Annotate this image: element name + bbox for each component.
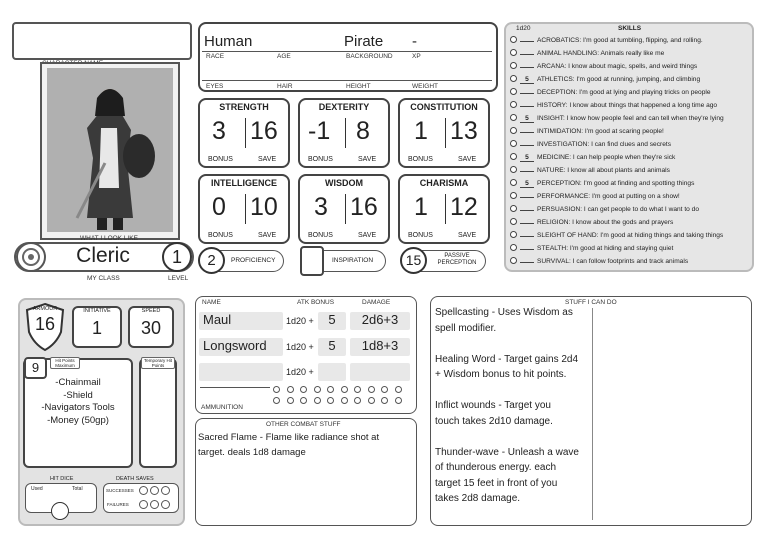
stat-title: INTELLIGENCE bbox=[210, 178, 277, 188]
failure-checkbox[interactable] bbox=[150, 500, 159, 509]
stat-divider bbox=[345, 194, 346, 224]
inspiration-label: INSPIRATION bbox=[332, 257, 374, 264]
skill-label: PERSUASION: I can get people to do what I want to do bbox=[537, 206, 700, 213]
passive-perception-label bbox=[430, 253, 484, 267]
proficiency-bubble[interactable] bbox=[510, 101, 517, 108]
ammo-line bbox=[200, 387, 270, 388]
skill-row[interactable] bbox=[510, 257, 688, 267]
armour-label: ARMOUR bbox=[32, 306, 58, 312]
skill-label: DECEPTION: I'm good at lying and playing tricks on people bbox=[537, 89, 711, 96]
stuff-line bbox=[435, 429, 591, 445]
stuff-column-divider bbox=[592, 308, 593, 520]
skill-value[interactable] bbox=[520, 41, 534, 42]
stat-title: CHARISMA bbox=[419, 178, 469, 188]
proficiency-bubble[interactable] bbox=[510, 140, 517, 147]
proficiency-bubble[interactable] bbox=[510, 114, 517, 121]
background-label: BACKGROUND bbox=[346, 53, 393, 60]
initiative-label: INITIATIVE bbox=[83, 308, 111, 314]
stat-title: STRENGTH bbox=[219, 102, 269, 112]
equipment-item: -Money (50gp) bbox=[47, 414, 109, 426]
class-value: Cleric bbox=[76, 244, 130, 267]
skill-row[interactable] bbox=[510, 166, 670, 176]
stat-bonus: 3 bbox=[314, 193, 328, 221]
skill-value[interactable]: 5 bbox=[520, 115, 534, 123]
stat-divider bbox=[445, 118, 446, 148]
ammo-bubble[interactable] bbox=[354, 397, 361, 404]
weapon-name: Longsword bbox=[203, 338, 267, 353]
height-label: HEIGHT bbox=[346, 83, 371, 90]
ammunition-label: AMMUNITION bbox=[201, 404, 243, 411]
background-value: Pirate bbox=[344, 33, 384, 50]
ammo-bubble[interactable] bbox=[327, 386, 334, 393]
skill-row[interactable] bbox=[510, 244, 673, 254]
hit-dice-used-label: Used bbox=[31, 486, 43, 492]
proficiency-bubble[interactable] bbox=[510, 218, 517, 225]
proficiency-bubble[interactable] bbox=[510, 88, 517, 95]
weapon-name-field[interactable] bbox=[199, 363, 283, 381]
skill-label: PERCEPTION: I'm good at finding and spotting things bbox=[537, 180, 695, 187]
eyes-label: EYES bbox=[206, 83, 224, 90]
skill-label: ARCANA: I know about magic, spells, and weird things bbox=[537, 63, 698, 70]
proficiency-bubble[interactable] bbox=[510, 257, 517, 264]
failure-checkbox[interactable] bbox=[139, 500, 148, 509]
stuff-line: of thunderous energy. each bbox=[435, 462, 557, 473]
hp-max-value[interactable]: 9 bbox=[24, 357, 47, 379]
success-checkbox[interactable] bbox=[150, 486, 159, 495]
stat-charisma[interactable] bbox=[398, 174, 490, 244]
weapon-damage: 1d8+3 bbox=[361, 338, 399, 353]
stat-save: 16 bbox=[350, 193, 378, 221]
passive-perception-value: 15 bbox=[400, 247, 427, 274]
success-checkbox[interactable] bbox=[139, 486, 148, 495]
stat-bonus: 1 bbox=[414, 117, 428, 145]
stuff-line: target 15 feet in front of you bbox=[435, 477, 558, 489]
stat-divider bbox=[445, 194, 446, 224]
proficiency-bubble[interactable] bbox=[510, 179, 517, 186]
stuff-text bbox=[435, 305, 591, 507]
stuff-line bbox=[435, 383, 591, 399]
bonus-label: BONUS bbox=[308, 232, 333, 239]
class-label: MY CLASS bbox=[87, 275, 120, 282]
hit-dice-circle[interactable] bbox=[51, 502, 69, 520]
skill-row[interactable] bbox=[510, 88, 711, 98]
xp-value: - bbox=[412, 33, 417, 50]
other-combat-line: Sacred Flame - Flame like radiance shot at bbox=[198, 432, 380, 443]
ammo-bubble[interactable] bbox=[273, 397, 280, 404]
ammo-bubble[interactable] bbox=[273, 386, 280, 393]
weapon-bonus-field[interactable] bbox=[318, 363, 346, 381]
skill-value[interactable]: 5 bbox=[520, 76, 534, 84]
stat-title: WISDOM bbox=[325, 178, 363, 188]
attack-bonus-header: ATK BONUS bbox=[297, 299, 335, 306]
proficiency-bubble[interactable] bbox=[510, 127, 517, 134]
stat-wisdom[interactable] bbox=[298, 174, 390, 244]
attack-damage-header: DAMAGE bbox=[362, 299, 391, 306]
skill-value[interactable] bbox=[520, 262, 534, 263]
ammo-bubble[interactable] bbox=[287, 386, 294, 393]
proficiency-label: PROFICIENCY bbox=[231, 257, 276, 264]
speed-value: 30 bbox=[140, 318, 162, 338]
speed-label: SPEED bbox=[141, 308, 161, 314]
skill-label: SLEIGHT OF HAND: I'm good at hiding things and taking things bbox=[537, 232, 724, 239]
skill-row[interactable] bbox=[510, 231, 723, 241]
skill-label: INTIMIDATION: I'm good at scaring people! bbox=[537, 128, 664, 135]
stat-divider bbox=[345, 118, 346, 148]
weapon-damage: 2d6+3 bbox=[361, 312, 399, 327]
skill-label: ANIMAL HANDLING: Animals really like me bbox=[537, 50, 665, 57]
other-combat-line: target. deals 1d8 damage bbox=[198, 447, 306, 458]
stat-title: DEXTERITY bbox=[318, 102, 370, 112]
stat-save: 10 bbox=[250, 193, 278, 221]
skill-value[interactable] bbox=[520, 132, 534, 133]
failures-label: FAILURES bbox=[107, 502, 129, 507]
initiative-value: 1 bbox=[91, 318, 102, 338]
ammo-bubble[interactable] bbox=[314, 397, 321, 404]
save-label: SAVE bbox=[258, 232, 277, 239]
proficiency-bubble[interactable] bbox=[510, 244, 517, 251]
skill-row[interactable] bbox=[510, 153, 675, 163]
race-value: Human bbox=[204, 33, 253, 50]
info-divider-top bbox=[202, 51, 492, 52]
skill-label: INSIGHT: I know how people feel and can tell when they're lying bbox=[537, 115, 724, 122]
save-label: SAVE bbox=[358, 156, 377, 163]
stat-dexterity[interactable] bbox=[298, 98, 390, 168]
skill-row[interactable] bbox=[510, 75, 700, 85]
skill-row[interactable] bbox=[510, 192, 680, 202]
bonus-label: BONUS bbox=[308, 156, 333, 163]
weapon-name: Maul bbox=[203, 312, 232, 327]
proficiency-value: 2 bbox=[198, 247, 225, 274]
weight-label: WEIGHT bbox=[412, 83, 438, 90]
equipment-list bbox=[23, 377, 133, 427]
stat-constitution[interactable] bbox=[398, 98, 490, 168]
skill-label: PERFORMANCE: I'm good at putting on a show! bbox=[537, 193, 680, 200]
skill-row[interactable] bbox=[510, 179, 694, 189]
proficiency-bubble[interactable] bbox=[510, 192, 517, 199]
proficiency-bubble[interactable] bbox=[510, 153, 517, 160]
skill-value[interactable] bbox=[520, 93, 534, 94]
stuff-line: Healing Word - Target gains 2d4 bbox=[435, 353, 579, 365]
stat-bonus: -1 bbox=[308, 117, 331, 145]
bonus-label: BONUS bbox=[208, 232, 233, 239]
stat-title: CONSTITUTION bbox=[410, 102, 478, 112]
weapon-prefix: 1d20 + bbox=[286, 342, 314, 352]
equipment-item: -Shield bbox=[63, 389, 93, 401]
stuff-line: Spellcasting - Uses Wisdom as bbox=[435, 307, 573, 318]
stat-save: 12 bbox=[450, 193, 478, 221]
ammo-bubble[interactable] bbox=[327, 397, 334, 404]
ammo-bubble[interactable] bbox=[354, 386, 361, 393]
weapon-bonus: 5 bbox=[328, 312, 336, 327]
skill-value[interactable]: 5 bbox=[520, 154, 534, 162]
level-circle[interactable]: 1 bbox=[162, 242, 192, 272]
skill-label: HISTORY: I know about things that happened a long time ago bbox=[537, 102, 718, 109]
hit-dice-label: HIT DICE bbox=[50, 476, 74, 482]
skill-value[interactable] bbox=[520, 249, 534, 250]
ammo-bubble[interactable] bbox=[300, 386, 307, 393]
character-name-banner[interactable] bbox=[12, 22, 192, 60]
skill-value[interactable] bbox=[520, 236, 534, 237]
skill-value[interactable] bbox=[520, 223, 534, 224]
proficiency-bubble[interactable] bbox=[510, 205, 517, 212]
stat-intelligence[interactable] bbox=[198, 174, 290, 244]
portrait-figure-image bbox=[47, 68, 173, 232]
skill-label: NATURE: I know all about plants and animals bbox=[537, 167, 670, 174]
ammo-bubble[interactable] bbox=[314, 386, 321, 393]
equipment-item: -Navigators Tools bbox=[41, 402, 115, 413]
ammo-bubble[interactable] bbox=[341, 397, 348, 404]
ammo-bubble[interactable] bbox=[381, 386, 388, 393]
look-label: WHAT I LOOK LIKE bbox=[80, 235, 138, 242]
skill-value[interactable] bbox=[520, 210, 534, 211]
passive-label-line-1: PASSIVE bbox=[444, 253, 470, 259]
skill-value[interactable] bbox=[520, 106, 534, 107]
character-portrait bbox=[47, 68, 173, 232]
equipment-item: -Chainmail bbox=[55, 377, 101, 388]
skill-value[interactable] bbox=[520, 145, 534, 146]
attack-name-header: NAME bbox=[202, 299, 221, 306]
save-label: SAVE bbox=[458, 232, 477, 239]
stuff-label: STUFF I CAN DO bbox=[565, 299, 617, 306]
skill-row[interactable] bbox=[510, 114, 724, 124]
skill-label: ACROBATICS: I'm good at tumbling, flipping, and rolling. bbox=[537, 37, 703, 44]
stat-bonus: 1 bbox=[414, 193, 428, 221]
bonus-label: BONUS bbox=[408, 156, 433, 163]
ammo-bubble[interactable] bbox=[395, 386, 402, 393]
hit-dice-total-label: Total bbox=[72, 486, 83, 492]
skill-row[interactable] bbox=[510, 101, 717, 111]
skill-row[interactable] bbox=[510, 49, 664, 59]
xp-label: XP bbox=[412, 53, 421, 60]
stat-divider bbox=[245, 194, 246, 224]
proficiency-bubble[interactable] bbox=[510, 36, 517, 43]
stat-strength[interactable] bbox=[198, 98, 290, 168]
weapon-damage-field[interactable] bbox=[350, 363, 410, 381]
stuff-line: touch takes 2d10 damage. bbox=[435, 415, 553, 427]
stat-bonus: 3 bbox=[212, 117, 226, 145]
skill-label: INVESTIGATION: I can find clues and secrets bbox=[537, 141, 671, 148]
stuff-line: + Wisdom bonus to hit points. bbox=[435, 369, 567, 380]
hair-label: HAIR bbox=[277, 83, 293, 90]
skill-label: ATHLETICS: I'm good at running, jumping, and climbing bbox=[537, 76, 701, 83]
save-label: SAVE bbox=[358, 232, 377, 239]
weapon-prefix: 1d20 + bbox=[286, 367, 314, 377]
skill-row[interactable] bbox=[510, 127, 664, 137]
skill-label: RELIGION: I know about the gods and prayers bbox=[537, 219, 674, 226]
other-combat-text bbox=[198, 430, 379, 460]
weapon-prefix: 1d20 + bbox=[286, 316, 314, 326]
skills-header: SKILLS bbox=[618, 25, 642, 32]
save-label: SAVE bbox=[458, 156, 477, 163]
info-divider-bottom bbox=[202, 80, 492, 81]
ammo-bubble[interactable] bbox=[368, 386, 375, 393]
proficiency-bubble[interactable] bbox=[510, 49, 517, 56]
stuff-line bbox=[435, 336, 591, 352]
skill-label: MEDICINE: I can help people when they're sick bbox=[537, 154, 676, 161]
ammo-bubble[interactable] bbox=[300, 397, 307, 404]
skill-value[interactable]: 5 bbox=[520, 180, 534, 188]
failure-checkbox[interactable] bbox=[161, 500, 170, 509]
skill-row[interactable] bbox=[510, 218, 673, 228]
skills-d20-header: 1d20 bbox=[516, 25, 531, 32]
skills-list bbox=[504, 22, 754, 272]
class-emblem-icon bbox=[16, 242, 46, 272]
temp-hp-box[interactable] bbox=[139, 358, 177, 468]
race-label: RACE bbox=[206, 53, 225, 60]
skill-row[interactable] bbox=[510, 205, 699, 215]
stat-save: 8 bbox=[356, 117, 370, 145]
armour-value: 16 bbox=[34, 314, 56, 334]
successes-label: SUCCESSES bbox=[106, 488, 134, 493]
ammo-bubble[interactable] bbox=[381, 397, 388, 404]
other-combat-label: OTHER COMBAT STUFF bbox=[266, 421, 341, 428]
proficiency-bubble[interactable] bbox=[510, 231, 517, 238]
stat-bonus: 0 bbox=[212, 193, 226, 221]
ammo-bubble[interactable] bbox=[395, 397, 402, 404]
skill-value[interactable] bbox=[520, 171, 534, 172]
stuff-line: Inflict wounds - Target you bbox=[435, 400, 551, 411]
passive-label-line-2: PERCEPTION bbox=[437, 260, 477, 266]
stat-divider bbox=[245, 118, 246, 148]
level-label: LEVEL bbox=[168, 275, 189, 282]
stat-save: 16 bbox=[250, 117, 278, 145]
ammo-bubble[interactable] bbox=[368, 397, 375, 404]
skill-value[interactable] bbox=[520, 197, 534, 198]
skill-row[interactable] bbox=[510, 140, 671, 150]
stuff-line: takes 2d8 damage. bbox=[435, 493, 521, 504]
proficiency-bubble[interactable] bbox=[510, 166, 517, 173]
skill-row[interactable] bbox=[510, 62, 697, 72]
success-checkbox[interactable] bbox=[161, 486, 170, 495]
hp-max-label: Hit Points Maximum bbox=[50, 357, 80, 369]
skill-label: STEALTH: I'm good at hiding and staying quiet bbox=[537, 245, 674, 252]
inspiration-checkbox[interactable] bbox=[300, 246, 324, 276]
skill-value[interactable] bbox=[520, 67, 534, 68]
bonus-label: BONUS bbox=[408, 232, 433, 239]
skill-value[interactable] bbox=[520, 54, 534, 55]
bonus-label: BONUS bbox=[208, 156, 233, 163]
skill-label: SURVIVAL: I can follow footprints and track animals bbox=[537, 258, 689, 265]
skill-row[interactable] bbox=[510, 36, 703, 46]
ammo-bubble[interactable] bbox=[287, 397, 294, 404]
proficiency-bubble[interactable] bbox=[510, 62, 517, 69]
stat-save: 13 bbox=[450, 117, 478, 145]
proficiency-bubble[interactable] bbox=[510, 75, 517, 82]
weapon-bonus: 5 bbox=[328, 338, 336, 353]
death-saves-label: DEATH SAVES bbox=[116, 476, 154, 482]
save-label: SAVE bbox=[258, 156, 277, 163]
stuff-line: spell modifier. bbox=[435, 322, 497, 334]
age-label: AGE bbox=[277, 53, 291, 60]
temp-hp-label: Temporary Hit Points bbox=[141, 357, 175, 369]
ammo-bubble[interactable] bbox=[341, 386, 348, 393]
stuff-line: Thunder-wave - Unleash a wave bbox=[435, 446, 579, 458]
